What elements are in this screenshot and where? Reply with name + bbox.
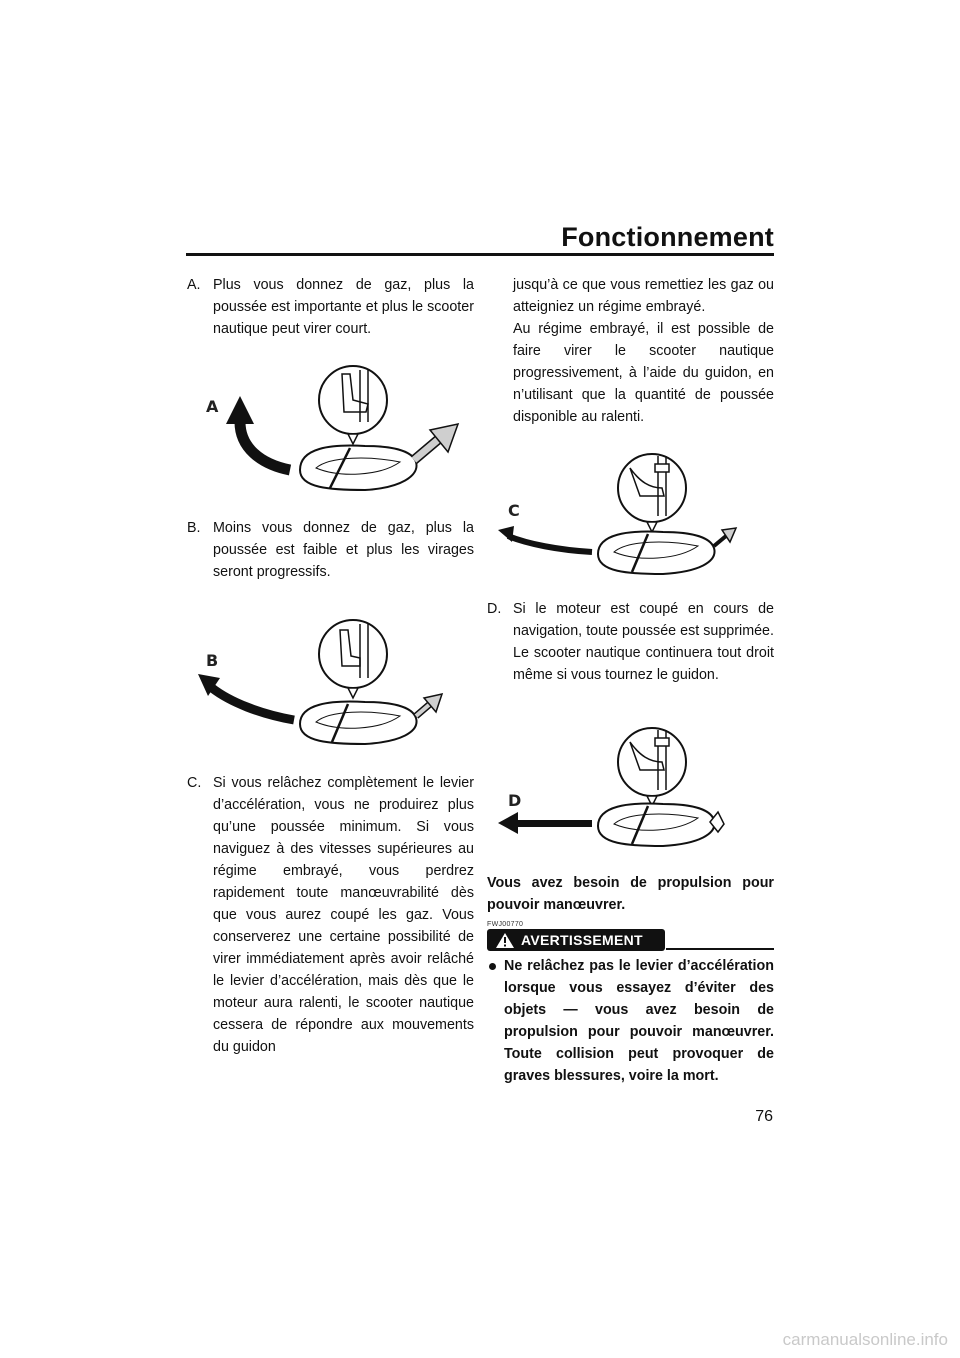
figure-d-arrowhead (498, 812, 518, 834)
page-number: 76 (755, 1108, 773, 1125)
warning-label: AVERTISSEMENT (521, 932, 643, 948)
figure-d-engine-off (490, 712, 770, 857)
instruction-c-extra: Au régime embrayé, il est possible de faire virer le scooter nautique progressivement, à l’aide du guidon, en n’utilisant que la quantité de poussée disponible au ralenti. (513, 321, 774, 425)
warning-code: FWJ00770 (487, 921, 524, 928)
figure-c-turn-arrow (508, 536, 592, 552)
warning-bullet (487, 955, 774, 1087)
instruction-c-text: Si vous relâchez complètement le levier d’accélération, vous ne produirez plus qu’une poussée minimum. Si vous naviguez à des vitesses supérieures au régime embrayé, vous perdrez rapidement toute manœuvrabilité dès que vous aurez coupé les gaz. Vous conserverez une certaine possibilité de virer immédiatement après avoir relâché le levier d’accélération, mais dès que le moteur aura ralenti, le scooter nautique cessera de répondre aux mouvements du guidon (213, 775, 474, 1055)
figure-c-label: C (508, 501, 520, 520)
instruction-b (187, 517, 474, 583)
figure-b-turn-arrow (212, 688, 294, 720)
instruction-d-letter: D. (487, 601, 502, 617)
instruction-a-letter: A. (187, 277, 201, 293)
warning-bullet-text: Ne relâchez pas le levier d’accélération lorsque vous essayez d’éviter des objets — vous avez besoin de propulsion pour pouvoir manœuvrer. Toute collision peut provoquer de graves blessures, voire la mort. (504, 958, 774, 1084)
header-rule (186, 253, 774, 256)
warning-badge (487, 929, 665, 951)
instruction-d (487, 598, 774, 686)
figure-b-label: B (206, 651, 219, 670)
figure-c-arrowhead (498, 526, 514, 542)
instruction-c-letter: C. (187, 775, 202, 791)
figure-a-turn-arrow (240, 422, 290, 470)
instruction-b-letter: B. (187, 520, 201, 536)
instruction-d-text: Si le moteur est coupé en cours de navigation, toute poussée est supprimée. Le scooter nautique continuera tout droit même si vous tournez le guidon. (513, 601, 774, 683)
figure-a-label: A (206, 397, 219, 416)
instruction-a (187, 274, 474, 340)
figure-d-label: D (508, 791, 522, 810)
warning-triangle-icon (495, 932, 515, 949)
watermark: carmanualsonline.info (782, 1330, 948, 1349)
figure-c-idle-turn (490, 440, 770, 590)
figure-a-watercraft (300, 446, 417, 490)
warning-rule (666, 948, 774, 950)
page-title: Fonctionnement (561, 222, 774, 252)
figure-a-sharp-turn (190, 352, 470, 502)
instruction-c-continued: jusqu’à ce que vous remettiez les gaz ou atteigniez un régime embrayé. (513, 277, 774, 315)
figure-b-gradual-turn (190, 610, 470, 760)
figure-a-arrowhead (226, 396, 254, 424)
figure-d-straight-arrow (514, 820, 592, 827)
figure-b-throttle-detail (319, 620, 387, 688)
instruction-a-text: Plus vous donnez de gaz, plus la poussée est importante et plus le scooter nautique peut virer court. (213, 277, 474, 337)
bullet-icon (489, 963, 496, 970)
instruction-c (187, 772, 474, 1058)
instruction-b-text: Moins vous donnez de gaz, plus la poussée est faible et plus les virages seront progressifs. (213, 520, 474, 580)
propulsion-note: Vous avez besoin de propulsion pour pouvoir manœuvrer. (487, 875, 774, 913)
